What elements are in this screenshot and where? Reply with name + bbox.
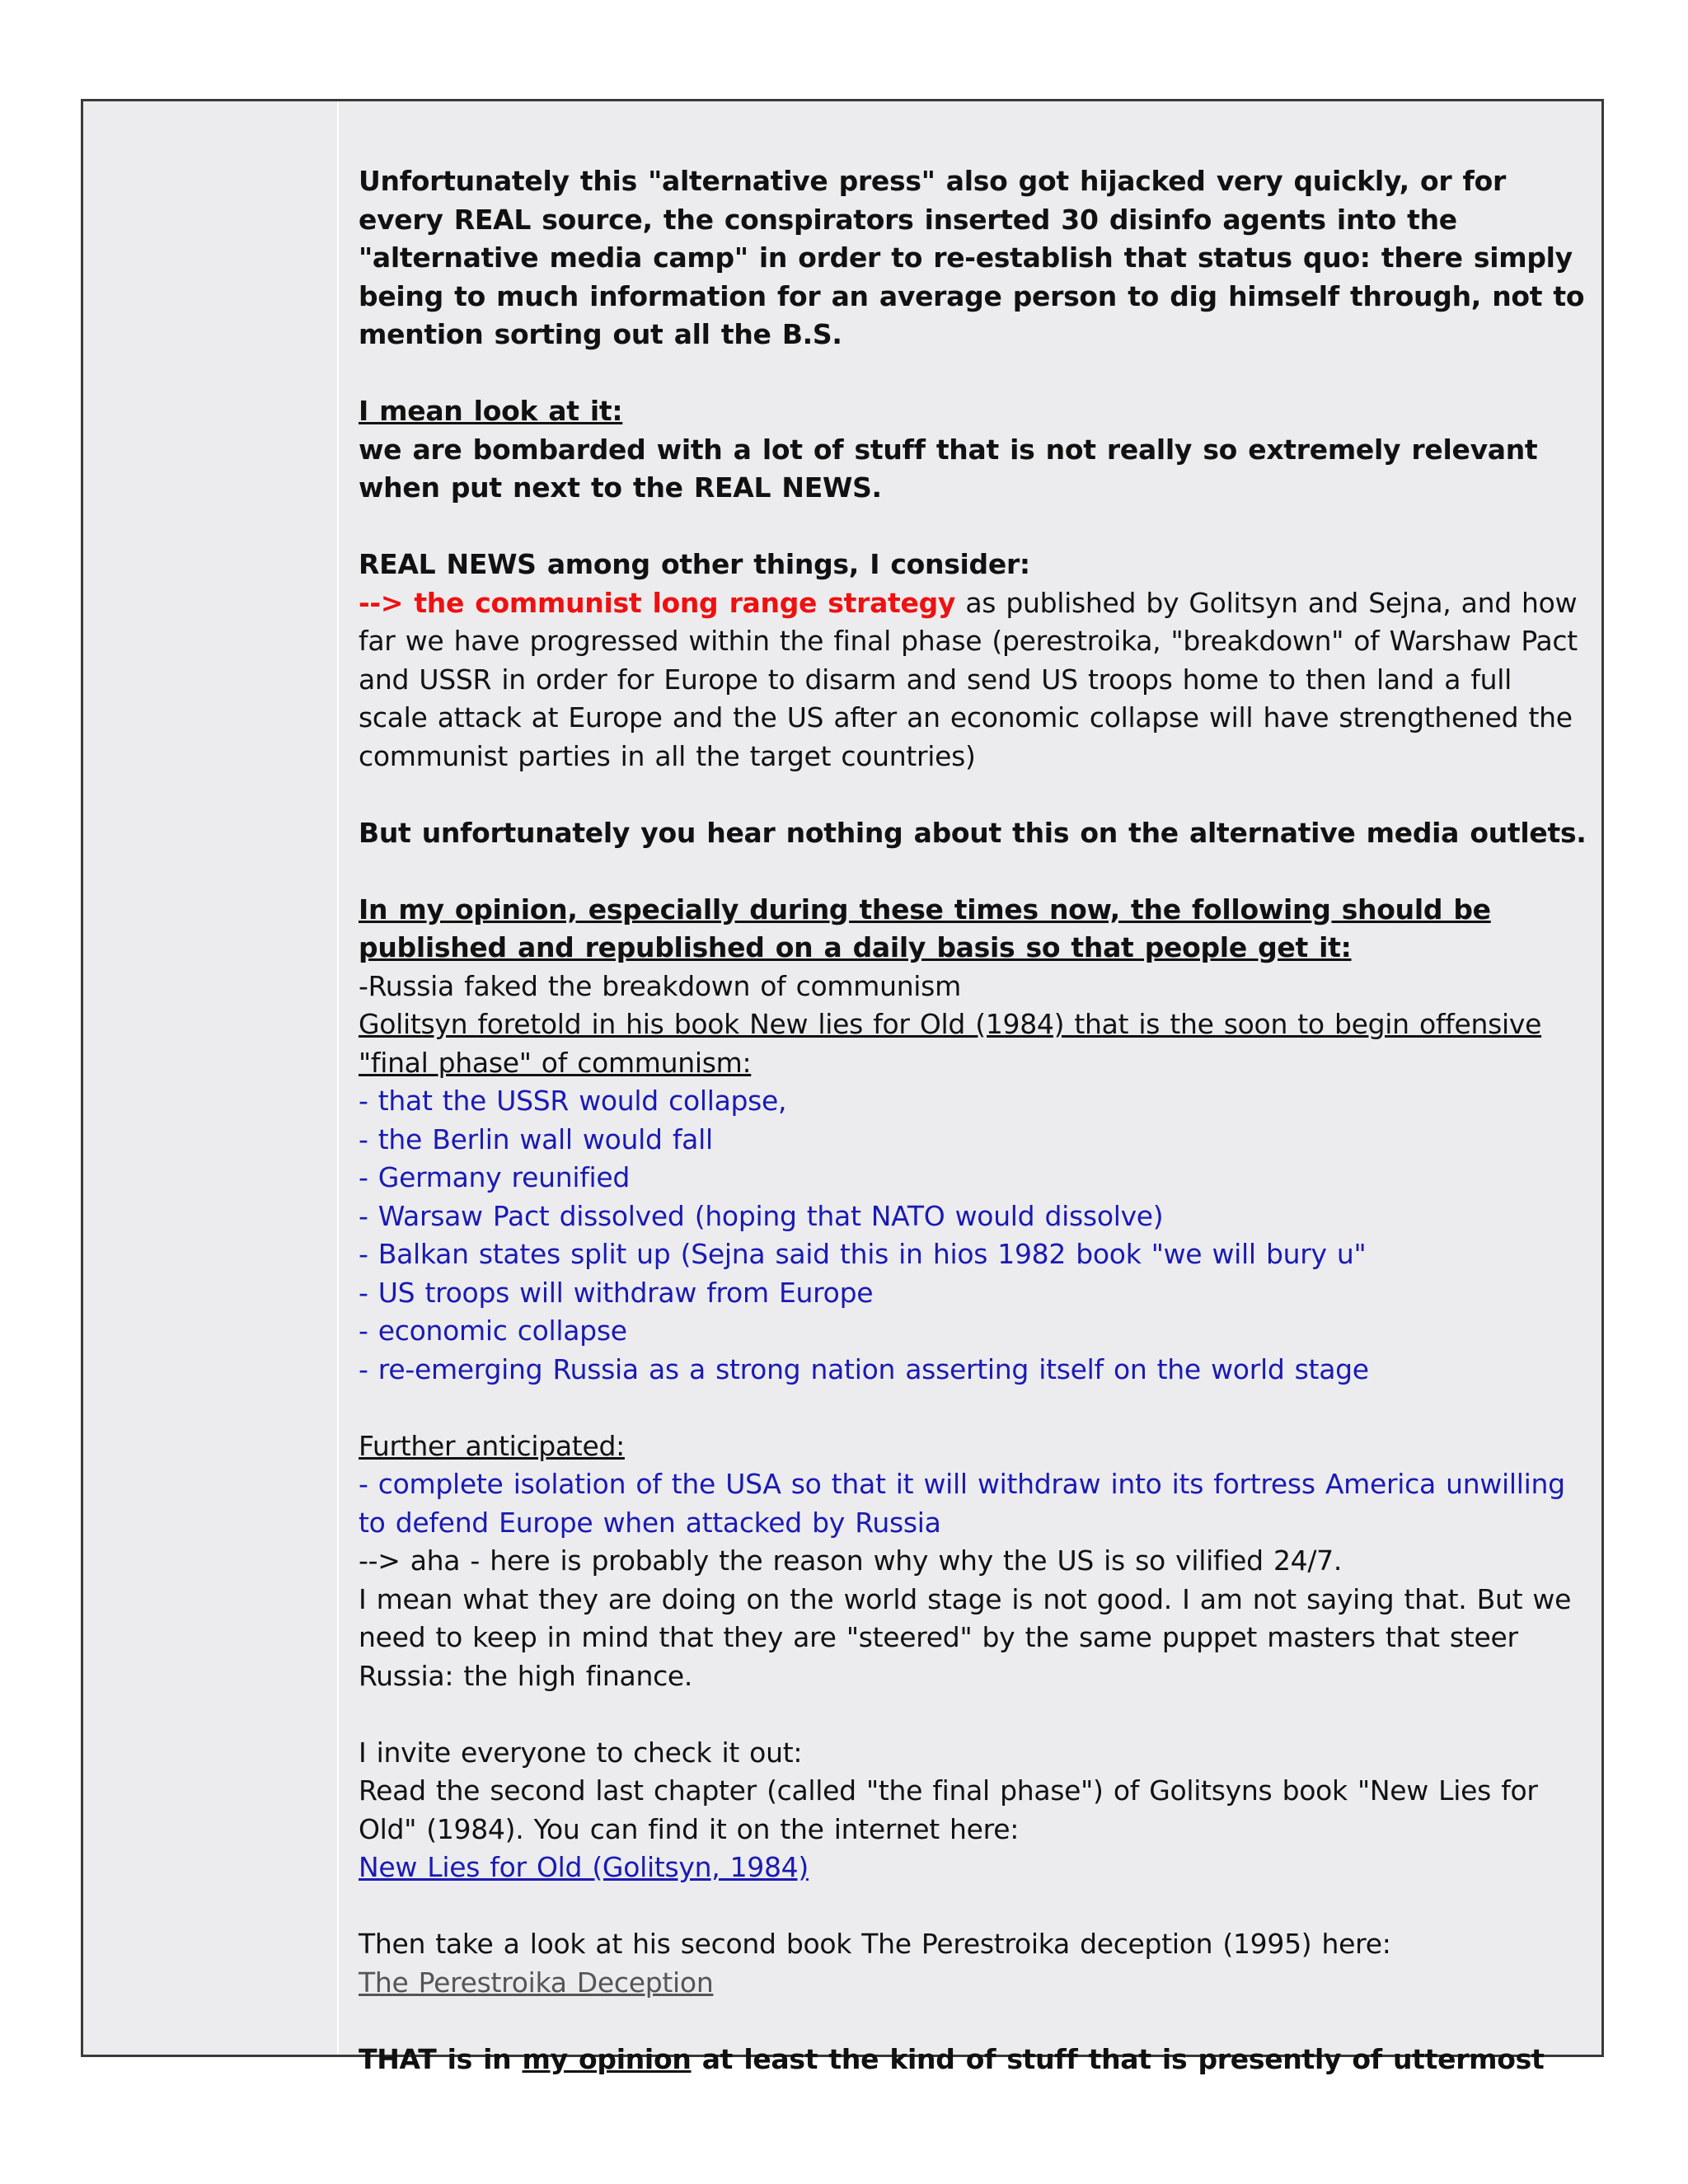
strategy-highlight: --> the communist long range strategy bbox=[359, 586, 956, 619]
unfortunately-paragraph: But unfortunately you hear nothing about this on the alternative media outlets. bbox=[359, 816, 1587, 849]
strategy-paragraph bbox=[359, 584, 1587, 776]
document-frame bbox=[81, 99, 1604, 2075]
final-text-underlined: my opinion bbox=[522, 2042, 692, 2075]
left-margin-column bbox=[83, 101, 339, 2055]
strategy-text: as published by Golitsyn and Sejna, and how far we have progressed within the final phase (perestroika, "breakdown" of Warshaw Pact and USSR in order for Europe to disarm and send US troops home to then land a full scale attack at Europe and the US after an economic collapse will have strengthened the communist parties in all the target countries) bbox=[359, 586, 1578, 772]
invite-line: I invite everyone to check it out: bbox=[359, 1736, 803, 1769]
final-paragraph bbox=[359, 2041, 1587, 2079]
perestroika-link[interactable]: The Perestroika Deception bbox=[359, 1966, 714, 1999]
list-item: - US troops will withdraw from Europe bbox=[359, 1276, 874, 1309]
final-text-b: at least the kind of stuff that is presently of uttermost bbox=[691, 2042, 1545, 2075]
mean-what-paragraph: I mean what they are doing on the world stage is not good. I am not saying that. But we need to keep in mind that they are "steered" by the same puppet masters that steer Russia: the high finance. bbox=[359, 1582, 1572, 1692]
further-heading: Further anticipated: bbox=[359, 1429, 625, 1462]
russia-faked-line: -Russia faked the breakdown of communism bbox=[359, 969, 961, 1002]
mean-heading: I mean look at it: bbox=[359, 395, 623, 427]
read-chapter-paragraph: Read the second last chapter (called "the final phase") of Golitsyns book "New Lies for Old" (1984). You can find it on the internet here: bbox=[359, 1774, 1538, 1845]
real-news-heading: REAL NEWS among other things, I consider: bbox=[359, 548, 1030, 580]
then-take-line: Then take a look at his second book The Perestroika deception (1995) here: bbox=[359, 1928, 1391, 1960]
foretold-list bbox=[359, 1082, 1587, 1389]
list-item: - re-emerging Russia as a strong nation asserting itself on the world stage bbox=[359, 1352, 1369, 1385]
aha-line: --> aha - here is probably the reason why why the US is so vilified 24/7. bbox=[359, 1544, 1343, 1577]
bombarded-paragraph: we are bombarded with a lot of stuff that is not really so extremely relevant when put next to the REAL NEWS. bbox=[359, 433, 1538, 504]
list-item: - complete isolation of the USA so that it will withdraw into its fortress America unwilling to defend Europe when attacked by Russia bbox=[359, 1468, 1565, 1539]
list-item: - the Berlin wall would fall bbox=[359, 1122, 713, 1155]
intro-paragraph: Unfortunately this "alternative press" also got hijacked very quickly, or for every REAL source, the conspirators inserted 30 disinfo agents into the "alternative media camp" in order to re-establish that status quo: there simply being to much information for an average person to dig himself through, not to mention sorting out all the B.S. bbox=[359, 165, 1585, 350]
list-item: - that the USSR would collapse, bbox=[359, 1085, 787, 1117]
final-text-a: THAT is in bbox=[359, 2042, 523, 2075]
list-item: - Balkan states split up (Sejna said this in hios 1982 book "we will bury u" bbox=[359, 1238, 1367, 1270]
article-body bbox=[359, 162, 1587, 2079]
list-item: - Germany reunified bbox=[359, 1161, 631, 1193]
opinion-heading: In my opinion, especially during these times now, the following should be published and republished on a daily basis so that people get it: bbox=[359, 893, 1491, 963]
list-item: - Warsaw Pact dissolved (hoping that NATO would dissolve) bbox=[359, 1199, 1164, 1232]
golitsyn-foretold-line: Golitsyn foretold in his book New lies for Old (1984) that is the soon to begin offensive "final phase" of communism: bbox=[359, 1008, 1542, 1079]
list-item: - economic collapse bbox=[359, 1315, 627, 1347]
new-lies-link[interactable]: New Lies for Old (Golitsyn, 1984) bbox=[359, 1851, 809, 1883]
